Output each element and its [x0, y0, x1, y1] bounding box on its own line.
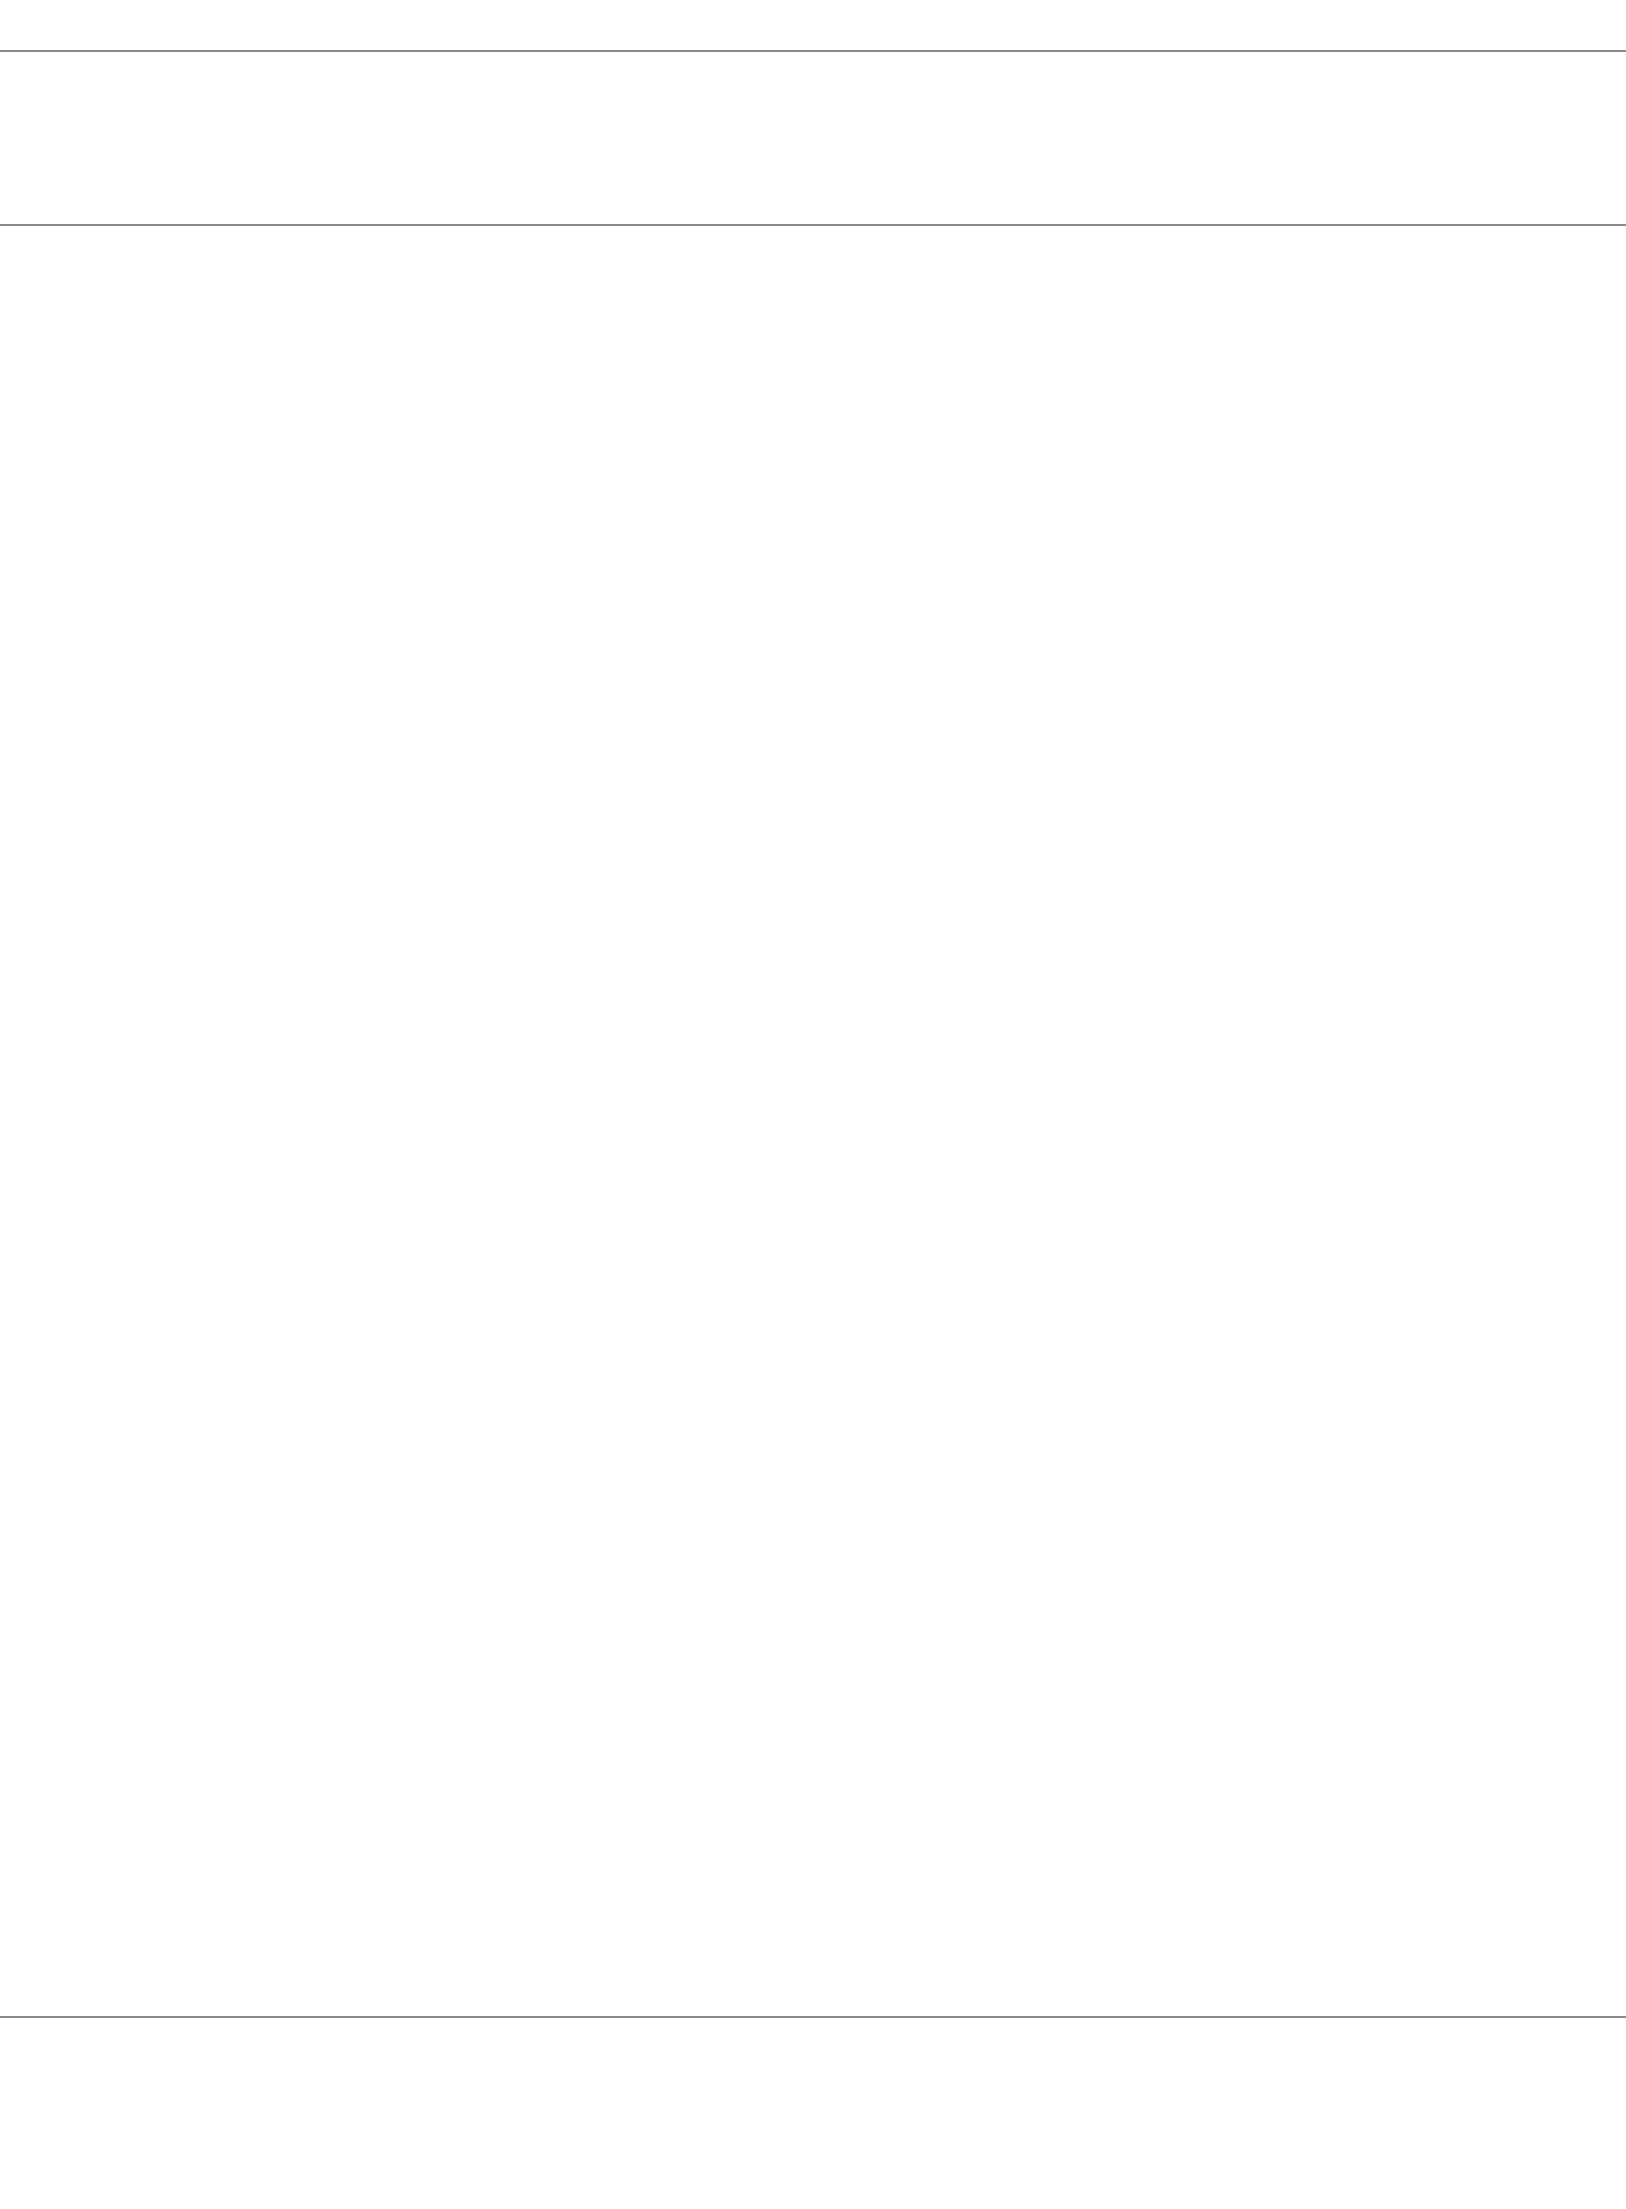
header-rule: [0, 224, 1626, 226]
top-rule: [0, 50, 1626, 52]
bottom-rule: [0, 2016, 1626, 2018]
header-variable: [0, 66, 560, 216]
